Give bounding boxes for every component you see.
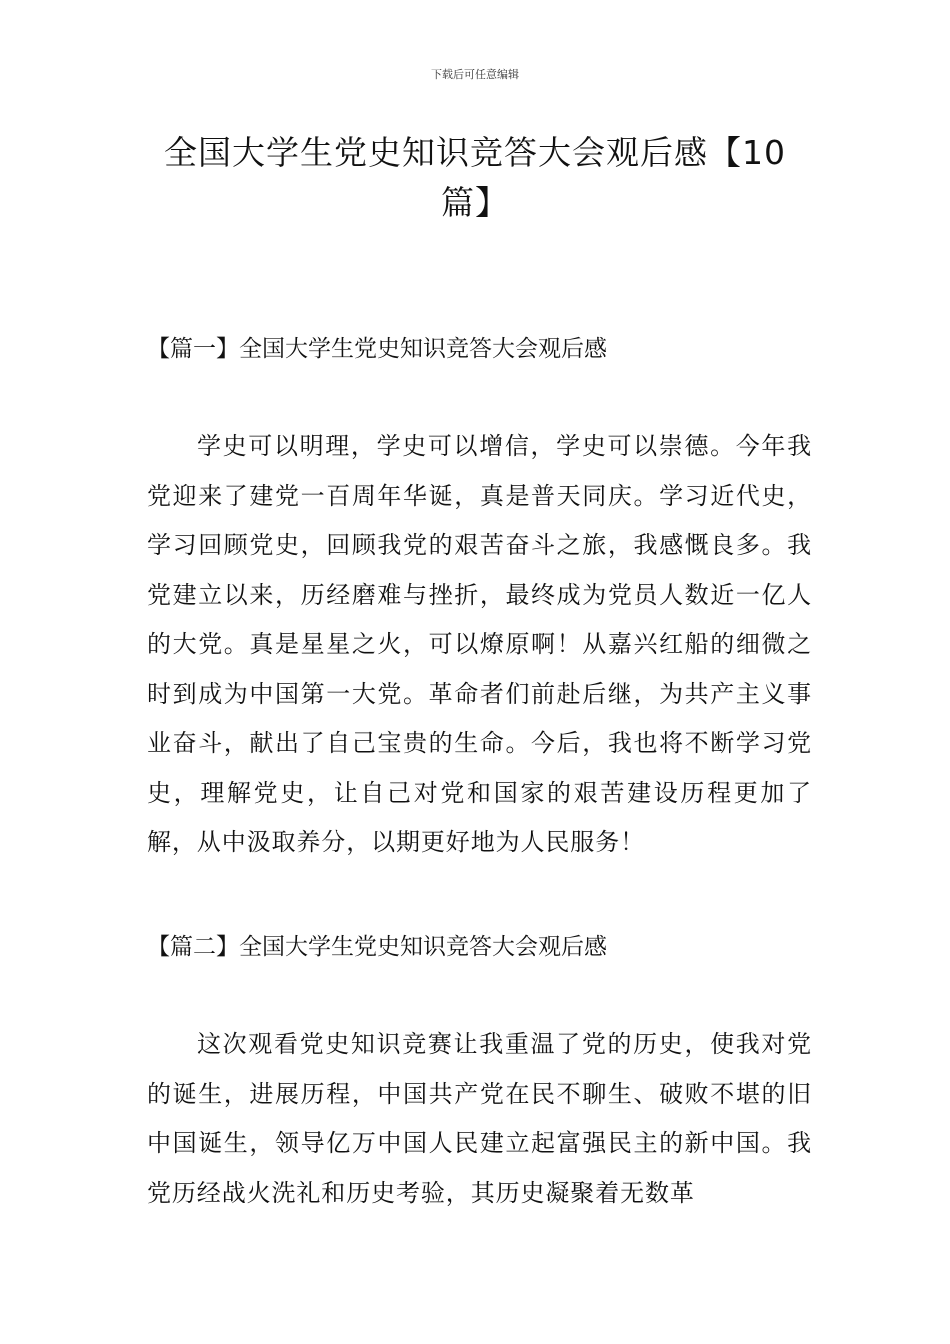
document-title: 全国大学生党史知识竞答大会观后感【10篇】 <box>164 133 786 222</box>
header-note: 下载后可任意编辑 <box>431 68 519 81</box>
section-heading-1: 【篇一】全国大学生党史知识竞答大会观后感 <box>147 336 607 362</box>
section-body-2: 这次观看党史知识竞赛让我重温了党的历史，使我对党的诞生，进展历程，中国共产党在民不聊生、破败不堪的旧中国诞生，领导亿万中国人民建立起富强民主的新中国。我党历经战火洗礼和历史考验，其历史凝聚着无数革 <box>147 1030 812 1207</box>
section-heading-2: 【篇二】全国大学生党史知识竞答大会观后感 <box>147 934 607 960</box>
section-body-1: 学史可以明理，学史可以增信，学史可以崇德。今年我党迎来了建党一百周年华诞，真是普天同庆。学习近代史，学习回顾党史，回顾我党的艰苦奋斗之旅，我感慨良多。我党建立以来，历经磨难与挫折，最终成为党员人数近一亿人的大党。真是星星之火，可以燎原啊！从嘉兴红船的细微之时到成为中国第一大党。革命者们前赴后继，为共产主义事业奋斗，献出了自己宝贵的生命。今后，我也将不断学习党史，理解党史，让自己对党和国家的艰苦建设历程更加了解，从中汲取养分，以期更好地为人民服务！ <box>147 432 812 856</box>
